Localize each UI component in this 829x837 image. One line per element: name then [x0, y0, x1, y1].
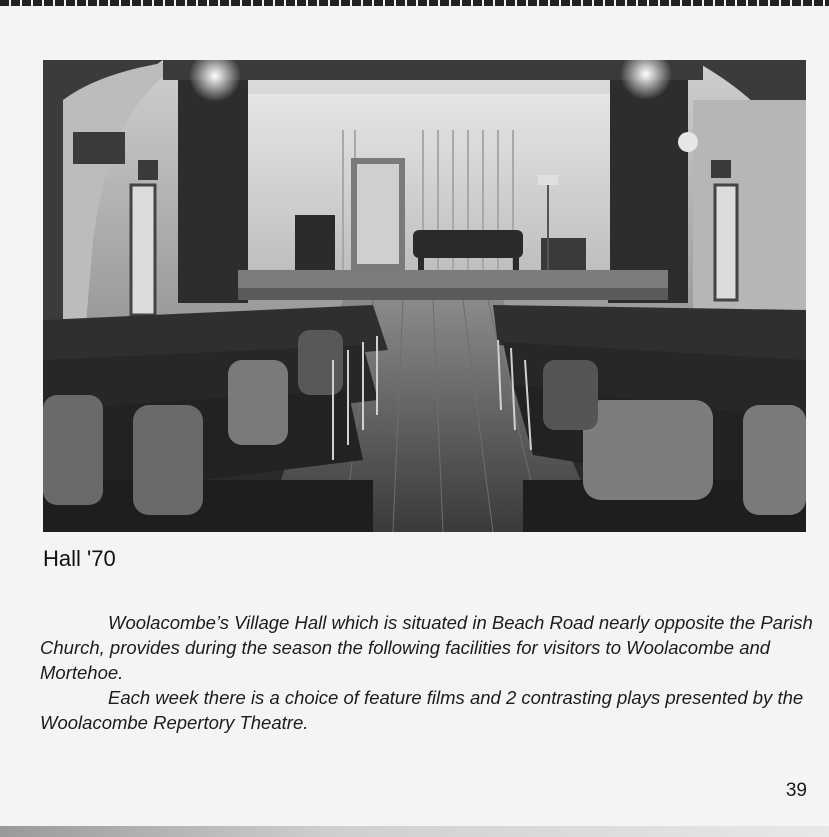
hall-photo [43, 60, 806, 532]
bottom-edge [0, 826, 829, 837]
paragraph-1: Woolacombe’s Village Hall which is situated in Beach Road nearly opposite the Parish Church, provides during the season the following facilities for visitors to Woolacombe and Mortehoe. [40, 612, 813, 683]
page-number: 39 [785, 780, 807, 801]
body-text [40, 610, 825, 735]
photo-caption: Hall '70 [43, 546, 116, 571]
top-border [0, 0, 829, 6]
paragraph-2: Each week there is a choice of feature films and 2 contrasting plays presented by the Woolacombe Repertory Theatre. [40, 687, 804, 733]
